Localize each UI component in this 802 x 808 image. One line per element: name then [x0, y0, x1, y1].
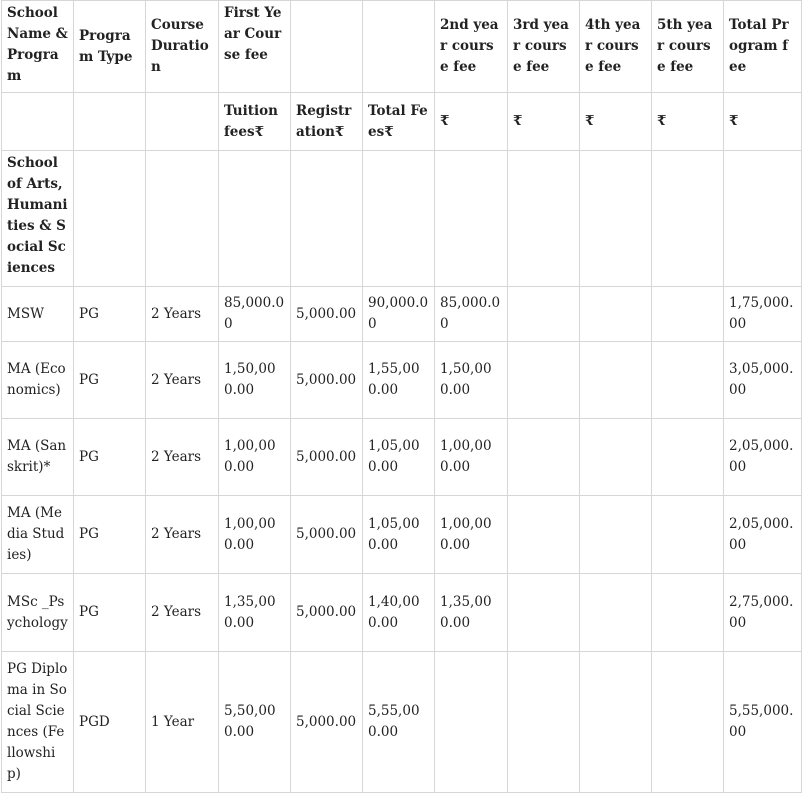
table-row	[2, 574, 802, 652]
third-year-fee	[508, 419, 580, 496]
header-tuition-fees: Tuition fees₹	[219, 93, 291, 151]
fifth-year-fee	[652, 652, 724, 793]
fifth-year-fee	[652, 496, 724, 574]
tuition-fee: 1,00,000.00	[219, 496, 291, 574]
header-course-duration: Course Duration	[146, 1, 219, 93]
program-type: PG	[74, 287, 146, 342]
program-type: PG	[74, 419, 146, 496]
total-program-fee: 2,05,000.00	[724, 496, 802, 574]
course-duration: 2 Years	[146, 342, 219, 419]
tuition-fee: 85,000.00	[219, 287, 291, 342]
table-row	[2, 287, 802, 342]
third-year-fee	[508, 652, 580, 793]
header2-empty	[74, 93, 146, 151]
program-name: MSW	[2, 287, 74, 342]
header-program-type: Program Type	[74, 1, 146, 93]
second-year-fee: 1,50,000.00	[435, 342, 508, 419]
table-row	[2, 652, 802, 793]
header-total-program-fee: Total Program fee	[724, 1, 802, 93]
rupee-symbol: ₹	[724, 93, 802, 151]
third-year-fee	[508, 287, 580, 342]
empty-cell	[363, 151, 435, 287]
table-row	[2, 342, 802, 419]
course-duration: 2 Years	[146, 496, 219, 574]
fourth-year-fee	[580, 652, 652, 793]
tuition-fee: 1,50,000.00	[219, 342, 291, 419]
section-row	[2, 151, 802, 287]
fourth-year-fee	[580, 419, 652, 496]
program-type: PGD	[74, 652, 146, 793]
program-name: MA (Media Studies)	[2, 496, 74, 574]
empty-cell	[508, 151, 580, 287]
fourth-year-fee	[580, 342, 652, 419]
first-year-total: 1,05,000.00	[363, 419, 435, 496]
program-type: PG	[74, 574, 146, 652]
program-name: MSc _Psychology	[2, 574, 74, 652]
header-5th-year-fee: 5th year course fee	[652, 1, 724, 93]
rupee-symbol: ₹	[580, 93, 652, 151]
header-row-2	[2, 93, 802, 151]
program-type: PG	[74, 342, 146, 419]
empty-cell	[580, 151, 652, 287]
empty-cell	[146, 151, 219, 287]
header-3rd-year-fee: 3rd year course fee	[508, 1, 580, 93]
header-2nd-year-fee: 2nd year course fee	[435, 1, 508, 93]
course-duration: 1 Year	[146, 652, 219, 793]
total-program-fee: 1,75,000.00	[724, 287, 802, 342]
header-school-program: School Name & Program	[2, 1, 74, 93]
total-program-fee: 2,05,000.00	[724, 419, 802, 496]
table-row	[2, 419, 802, 496]
second-year-fee: 1,35,000.00	[435, 574, 508, 652]
empty-cell	[74, 151, 146, 287]
program-name: MA (Sanskrit)*	[2, 419, 74, 496]
header-first-year-fee: First Year Course fee	[219, 1, 291, 93]
program-type: PG	[74, 496, 146, 574]
second-year-fee	[435, 652, 508, 793]
header-row-1	[2, 1, 802, 93]
total-program-fee: 2,75,000.00	[724, 574, 802, 652]
registration-fee: 5,000.00	[291, 419, 363, 496]
empty-cell	[724, 151, 802, 287]
registration-fee: 5,000.00	[291, 287, 363, 342]
fifth-year-fee	[652, 574, 724, 652]
header2-empty	[2, 93, 74, 151]
rupee-symbol: ₹	[435, 93, 508, 151]
header-registration: Registration₹	[291, 93, 363, 151]
first-year-total: 1,05,000.00	[363, 496, 435, 574]
first-year-total: 90,000.00	[363, 287, 435, 342]
empty-cell	[291, 151, 363, 287]
fifth-year-fee	[652, 419, 724, 496]
course-duration: 2 Years	[146, 419, 219, 496]
section-title: School of Arts, Humanities & Social Sciences	[2, 151, 74, 287]
third-year-fee	[508, 574, 580, 652]
header-empty	[363, 1, 435, 93]
total-program-fee: 3,05,000.00	[724, 342, 802, 419]
third-year-fee	[508, 496, 580, 574]
fee-table	[1, 0, 802, 793]
first-year-total: 1,40,000.00	[363, 574, 435, 652]
program-name: MA (Economics)	[2, 342, 74, 419]
total-program-fee: 5,55,000.00	[724, 652, 802, 793]
header-total-fees: Total Fees₹	[363, 93, 435, 151]
fifth-year-fee	[652, 287, 724, 342]
first-year-total: 5,55,000.00	[363, 652, 435, 793]
tuition-fee: 1,35,000.00	[219, 574, 291, 652]
course-duration: 2 Years	[146, 287, 219, 342]
fourth-year-fee	[580, 287, 652, 342]
fourth-year-fee	[580, 574, 652, 652]
registration-fee: 5,000.00	[291, 574, 363, 652]
empty-cell	[652, 151, 724, 287]
header-empty	[291, 1, 363, 93]
fifth-year-fee	[652, 342, 724, 419]
second-year-fee: 1,00,000.00	[435, 419, 508, 496]
registration-fee: 5,000.00	[291, 342, 363, 419]
second-year-fee: 85,000.00	[435, 287, 508, 342]
third-year-fee	[508, 342, 580, 419]
registration-fee: 5,000.00	[291, 652, 363, 793]
fourth-year-fee	[580, 496, 652, 574]
rupee-symbol: ₹	[508, 93, 580, 151]
program-name: PG Diploma in Social Sciences (Fellowship)	[2, 652, 74, 793]
rupee-symbol: ₹	[652, 93, 724, 151]
empty-cell	[219, 151, 291, 287]
course-duration: 2 Years	[146, 574, 219, 652]
first-year-total: 1,55,000.00	[363, 342, 435, 419]
header2-empty	[146, 93, 219, 151]
registration-fee: 5,000.00	[291, 496, 363, 574]
tuition-fee: 5,50,000.00	[219, 652, 291, 793]
table-row	[2, 496, 802, 574]
second-year-fee: 1,00,000.00	[435, 496, 508, 574]
empty-cell	[435, 151, 508, 287]
header-4th-year-fee: 4th year course fee	[580, 1, 652, 93]
tuition-fee: 1,00,000.00	[219, 419, 291, 496]
